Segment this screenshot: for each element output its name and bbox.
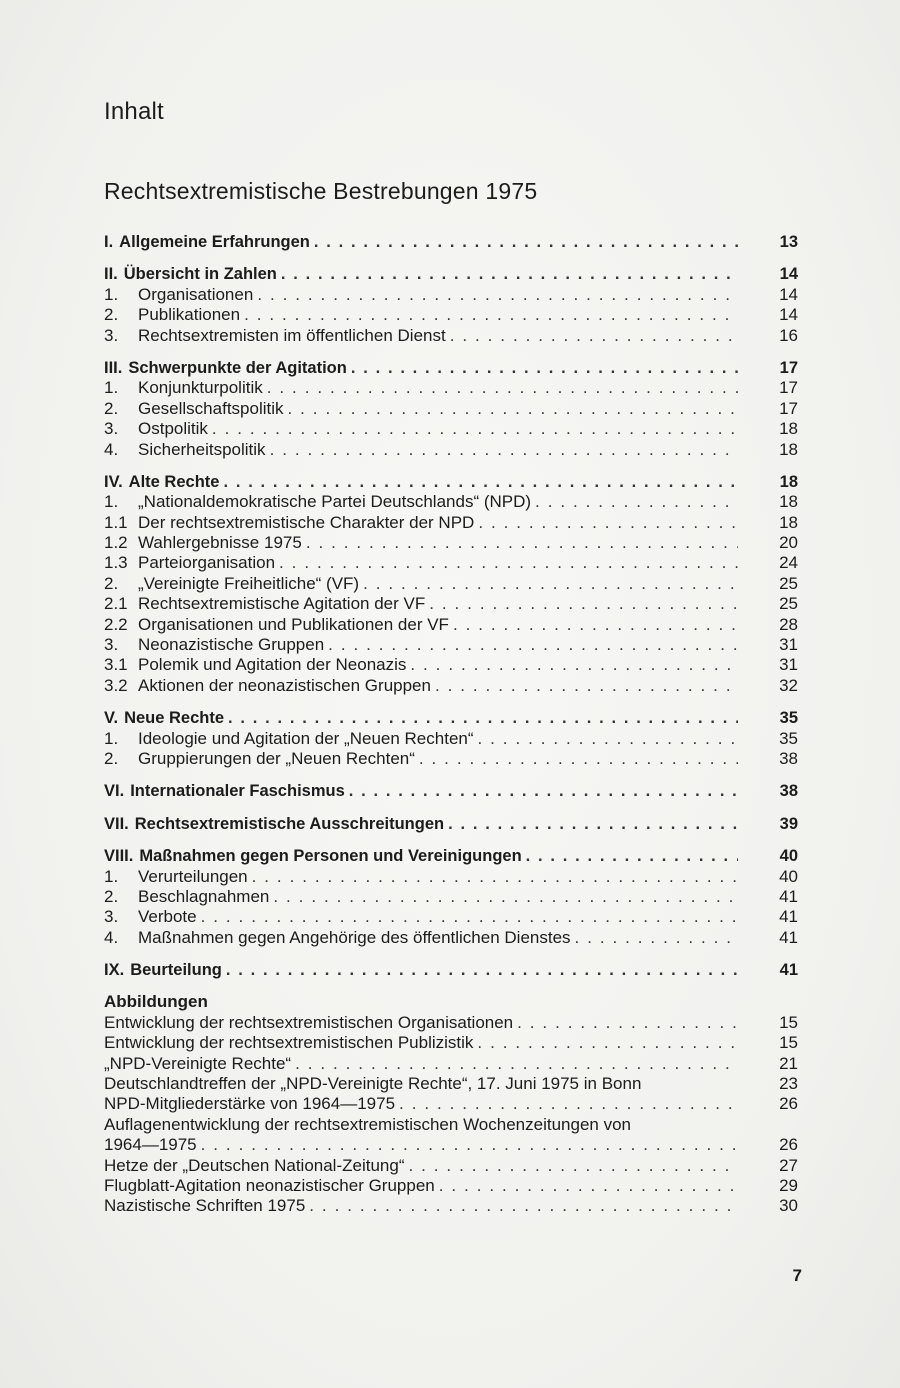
toc-entry-title: „NPD-Vereinigte Rechte“ — [104, 1053, 292, 1073]
toc-entry-number: 3. — [104, 419, 119, 439]
toc-entry-title: Maßnahmen gegen Personen und Vereinigungen — [139, 847, 522, 866]
toc-entry-title: Beschlagnahmen — [138, 886, 270, 906]
toc-entry — [104, 1013, 798, 1033]
dot-leader — [363, 574, 738, 594]
dot-leader — [279, 553, 738, 573]
toc-entry-number: 2. — [104, 748, 119, 768]
toc-entry-title: Polemik und Agitation der Neonazis — [138, 655, 407, 675]
toc-entry-page: 24 — [779, 553, 798, 573]
toc-entry-title: „Vereinigte Freiheitliche“ (VF) — [138, 573, 360, 593]
dot-leader — [439, 1176, 738, 1196]
dot-leader — [408, 1156, 738, 1176]
toc-group — [104, 232, 798, 252]
toc-entry-page: 18 — [779, 439, 798, 459]
toc-entry — [104, 635, 798, 655]
table-of-contents — [104, 232, 798, 1229]
page-subtitle: Rechtsextremistische Bestrebungen 1975 — [104, 178, 538, 204]
toc-section-entry — [104, 960, 798, 980]
toc-section-entry — [104, 781, 798, 801]
toc-entry-title: Verurteilungen — [138, 866, 248, 886]
dot-leader — [526, 846, 738, 866]
dot-leader — [288, 399, 738, 419]
dot-leader — [429, 594, 738, 614]
toc-entry-page: 27 — [779, 1155, 798, 1175]
toc-entry-title: Neue Rechte — [124, 709, 225, 728]
toc-entry — [104, 1054, 798, 1074]
toc-section-entry — [104, 846, 798, 866]
toc-entry-page: 17 — [779, 398, 798, 418]
toc-entry-title: Abbildungen — [104, 992, 208, 1012]
toc-group — [104, 358, 798, 460]
toc-entry-page: 23 — [779, 1074, 798, 1094]
toc-entry-page: 41 — [779, 961, 798, 980]
dot-leader — [273, 887, 738, 907]
toc-entry — [104, 729, 798, 749]
dot-leader — [223, 472, 738, 492]
dot-leader — [453, 615, 738, 635]
toc-entry-page: 15 — [779, 1033, 798, 1053]
toc-entry-number: 2. — [104, 398, 119, 418]
toc-entry-number: 2.1 — [104, 594, 128, 614]
toc-entry-title: Beurteilung — [130, 961, 222, 980]
toc-entry — [104, 492, 798, 512]
toc-entry — [104, 1135, 798, 1155]
toc-entry-page: 38 — [779, 782, 798, 801]
dot-leader — [477, 1033, 738, 1053]
toc-group — [104, 814, 798, 834]
toc-entry-page: 18 — [779, 512, 798, 532]
toc-entry-page: 31 — [779, 635, 798, 655]
toc-entry-page: 40 — [779, 847, 798, 866]
toc-entry-page: 30 — [779, 1196, 798, 1216]
toc-entry — [104, 867, 798, 887]
dot-leader — [295, 1054, 738, 1074]
toc-group — [104, 472, 798, 696]
toc-entry-page: 41 — [779, 886, 798, 906]
dot-leader — [270, 440, 738, 460]
dot-leader — [351, 358, 738, 378]
toc-entry-page: 28 — [779, 614, 798, 634]
dot-leader — [478, 513, 738, 533]
dot-leader — [306, 533, 738, 553]
toc-entry-title: Konjunkturpolitik — [138, 378, 263, 398]
dot-leader — [419, 749, 738, 769]
dot-leader — [575, 928, 738, 948]
dot-leader — [252, 867, 738, 887]
toc-entry — [104, 305, 798, 325]
toc-entry-title: Organisationen — [138, 284, 254, 304]
toc-entry-number: 1. — [104, 284, 119, 304]
dot-leader — [244, 305, 738, 325]
toc-entry — [104, 553, 798, 573]
toc-entry-page: 18 — [779, 492, 798, 512]
dot-leader — [226, 960, 738, 980]
toc-group — [104, 264, 798, 346]
toc-entry-page: 15 — [779, 1012, 798, 1032]
toc-entry — [104, 419, 798, 439]
toc-entry-title: Rechtsextremistische Ausschreitungen — [134, 814, 445, 833]
toc-entry-title: Verbote — [138, 907, 197, 927]
toc-entry-title: Der rechtsextremistische Charakter der NPD — [138, 512, 475, 532]
toc-entry — [104, 326, 798, 346]
toc-section-entry — [104, 264, 798, 284]
toc-entry-number: 1. — [104, 728, 119, 748]
toc-entry-title: Entwicklung der rechtsextremistischen Organisationen — [104, 1012, 514, 1032]
toc-entry-title: Auflagenentwicklung der rechtsextremistischen Wochenzeitungen von — [104, 1114, 631, 1134]
dot-leader — [281, 264, 738, 284]
toc-entry-page: 17 — [779, 358, 798, 377]
toc-entry-page: 29 — [779, 1176, 798, 1195]
toc-entry — [104, 574, 798, 594]
toc-entry-title: Aktionen der neonazistischen Gruppen — [138, 675, 431, 695]
toc-entry-title: Übersicht in Zahlen — [123, 265, 277, 284]
toc-entry — [104, 399, 798, 419]
dot-leader — [450, 326, 738, 346]
toc-entry-page: 21 — [779, 1053, 798, 1073]
toc-entry-number: V. — [104, 709, 119, 728]
toc-entry — [104, 1156, 798, 1176]
toc-entry — [104, 1115, 798, 1135]
toc-entry-title: Internationaler Faschismus — [130, 782, 345, 801]
dot-leader — [228, 708, 738, 728]
toc-entry-number: 3. — [104, 907, 119, 927]
toc-entry-title: Neonazistische Gruppen — [138, 635, 325, 655]
toc-entry-title: Nazistische Schriften 1975 — [104, 1196, 306, 1216]
toc-entry-title: Parteiorganisation — [138, 553, 276, 573]
toc-entry-page: 25 — [779, 573, 798, 593]
toc-entry — [104, 887, 798, 907]
toc-entry — [104, 513, 798, 533]
toc-entry — [104, 285, 798, 305]
toc-entry-number: 3. — [104, 635, 119, 655]
toc-section-entry — [104, 708, 798, 728]
toc-entry-page: 17 — [779, 378, 798, 398]
toc-entry-number: 3.2 — [104, 675, 128, 695]
toc-entry-page: 39 — [779, 814, 798, 833]
toc-group — [104, 993, 798, 1217]
toc-entry-number: 1.3 — [104, 553, 128, 573]
toc-entry-title: Alte Rechte — [128, 472, 220, 491]
toc-entry-number: III. — [104, 358, 123, 377]
toc-entry-page: 31 — [779, 655, 798, 675]
dot-leader — [314, 232, 738, 252]
toc-entry — [104, 928, 798, 948]
toc-entry-number: 1.1 — [104, 512, 128, 532]
dot-leader — [212, 419, 738, 439]
toc-entry — [104, 615, 798, 635]
toc-entry-number: IV. — [104, 472, 123, 491]
toc-group — [104, 960, 798, 980]
toc-entry-number: VI. — [104, 782, 125, 801]
toc-section-entry — [104, 472, 798, 492]
toc-entry-page: 41 — [779, 927, 798, 947]
toc-entry-title: Rechtsextremisten im öffentlichen Dienst — [138, 325, 446, 345]
toc-entry-number: 2. — [104, 886, 119, 906]
toc-entry-page: 14 — [779, 305, 798, 325]
toc-entry — [104, 1074, 798, 1094]
toc-entry — [104, 655, 798, 675]
toc-entry-title: Maßnahmen gegen Angehörige des öffentlichen Dienstes — [138, 927, 571, 947]
toc-entry-title: Rechtsextremistische Agitation der VF — [138, 594, 426, 614]
toc-entry-page: 26 — [779, 1094, 798, 1114]
toc-label — [104, 993, 798, 1013]
toc-group — [104, 781, 798, 801]
toc-entry-number: IX. — [104, 961, 125, 980]
toc-entry — [104, 1033, 798, 1053]
page-title: Inhalt — [104, 98, 164, 125]
toc-entry — [104, 440, 798, 460]
toc-group — [104, 708, 798, 769]
toc-entry-page: 16 — [779, 325, 798, 345]
toc-entry-page: 40 — [779, 866, 798, 886]
toc-entry-page: 25 — [779, 594, 798, 614]
toc-entry-page: 18 — [779, 419, 798, 439]
toc-entry-title: „Nationaldemokratische Partei Deutschlands“ (NPD) — [138, 492, 532, 512]
dot-leader — [257, 285, 738, 305]
dot-leader — [309, 1196, 738, 1216]
dot-leader — [328, 635, 738, 655]
toc-entry-title: Ideologie und Agitation der „Neuen Rechten“ — [138, 728, 474, 748]
toc-entry-page: 13 — [779, 232, 798, 251]
toc-group — [104, 846, 798, 948]
toc-entry-number: 4. — [104, 439, 119, 459]
toc-entry-page: 35 — [779, 728, 798, 748]
toc-entry-number: 3. — [104, 325, 119, 345]
toc-entry-page: 14 — [779, 265, 798, 284]
dot-leader — [201, 1135, 738, 1155]
toc-entry-title: NPD-Mitgliederstärke von 1964—1975 — [104, 1094, 396, 1114]
dot-leader — [435, 676, 738, 696]
toc-section-entry — [104, 358, 798, 378]
toc-entry-number: 1. — [104, 378, 119, 398]
toc-entry-title: Organisationen und Publikationen der VF — [138, 614, 449, 634]
toc-entry-number: 1.2 — [104, 533, 128, 553]
toc-entry-page: 14 — [779, 284, 798, 304]
toc-entry-number: 2. — [104, 305, 119, 325]
toc-entry — [104, 1196, 798, 1216]
dot-leader — [410, 655, 738, 675]
toc-entry-page: 32 — [779, 675, 798, 695]
toc-entry-number: VIII. — [104, 847, 134, 866]
dot-leader — [201, 907, 738, 927]
toc-entry-page: 41 — [779, 907, 798, 927]
page-number: 7 — [792, 1266, 802, 1285]
dot-leader — [267, 378, 738, 398]
toc-entry-page: 18 — [779, 472, 798, 491]
toc-entry-title: Allgemeine Erfahrungen — [119, 232, 310, 251]
toc-entry-title: Gesellschaftspolitik — [138, 398, 284, 418]
toc-entry — [104, 378, 798, 398]
toc-entry-number: II. — [104, 265, 118, 284]
toc-entry-number: 4. — [104, 927, 119, 947]
dot-leader — [448, 814, 738, 834]
toc-entry-number: 2.2 — [104, 614, 128, 634]
toc-section-entry — [104, 232, 798, 252]
dot-leader — [517, 1013, 738, 1033]
toc-entry-number: 3.1 — [104, 655, 128, 675]
toc-entry-number: 2. — [104, 573, 119, 593]
toc-entry-title: Sicherheitspolitik — [138, 439, 266, 459]
toc-entry-title: Deutschlandtreffen der „NPD-Vereinigte Rechte“, 17. Juni 1975 in Bonn — [104, 1074, 642, 1094]
toc-entry-title: 1964—1975 — [104, 1135, 197, 1155]
toc-entry-title: Hetze der „Deutschen National-Zeitung“ — [104, 1155, 405, 1175]
toc-entry-page: 38 — [779, 748, 798, 768]
toc-entry-title: Flugblatt-Agitation neonazistischer Gruppen — [104, 1176, 435, 1195]
toc-section-entry — [104, 814, 798, 834]
toc-entry-number: I. — [104, 232, 114, 251]
toc-entry — [104, 533, 798, 553]
dot-leader — [535, 492, 738, 512]
toc-entry-page: 20 — [779, 533, 798, 553]
toc-entry-number: 1. — [104, 492, 119, 512]
toc-entry-number: 1. — [104, 866, 119, 886]
toc-entry-title: Entwicklung der rechtsextremistischen Publizistik — [104, 1033, 474, 1053]
toc-entry-title: Gruppierungen der „Neuen Rechten“ — [138, 748, 415, 768]
dot-leader — [399, 1094, 738, 1114]
toc-entry-title: Publikationen — [138, 305, 241, 325]
toc-entry-title: Wahlergebnisse 1975 — [138, 533, 302, 553]
toc-entry — [104, 907, 798, 927]
toc-entry-page: 35 — [779, 709, 798, 728]
toc-entry — [104, 1094, 798, 1114]
toc-entry — [104, 676, 798, 696]
dot-leader — [349, 781, 738, 801]
toc-entry — [104, 1176, 798, 1196]
dot-leader — [478, 729, 738, 749]
toc-entry — [104, 594, 798, 614]
toc-entry-number: VII. — [104, 814, 129, 833]
toc-entry — [104, 749, 798, 769]
toc-entry-page: 26 — [779, 1135, 798, 1155]
toc-entry-title: Schwerpunkte der Agitation — [128, 358, 347, 377]
toc-entry-title: Ostpolitik — [138, 419, 208, 439]
